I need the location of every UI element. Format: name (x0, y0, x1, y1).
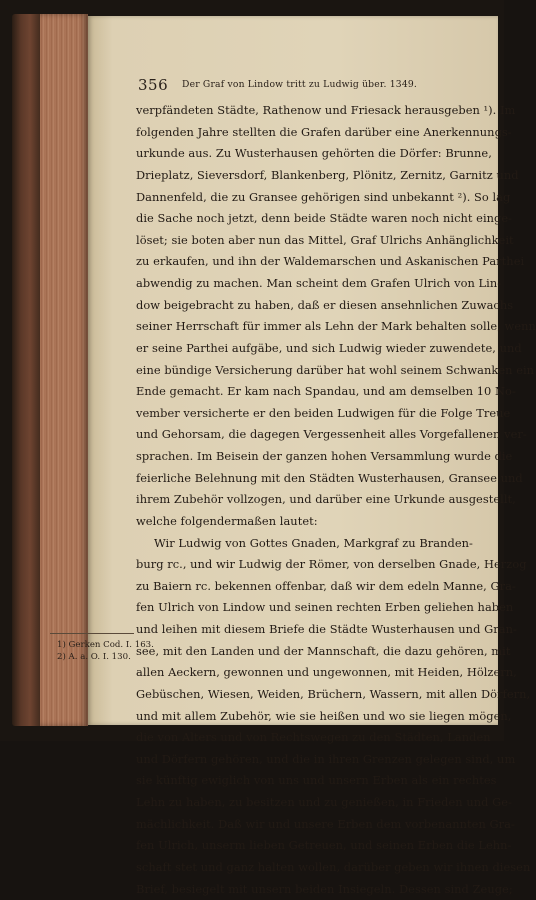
page-number: 356 (138, 76, 168, 94)
text-line: abwendig zu machen. Man scheint dem Grafen Ulrich von Lin- (136, 273, 454, 295)
text-line: und Dörfern gehören, und die in ihren Grenzen gelegen sind, um (136, 749, 454, 771)
footnote: 1) Gerken Cod. I. 163. (57, 640, 257, 652)
text-line: dow beigebracht zu haben, daß er diesen ansehnlichen Zuwachs (136, 295, 454, 317)
text-line: ihrem Zubehör vollzogen, und darüber eine Urkunde ausgestellt, (136, 489, 454, 511)
text-line: allen Aeckern, gewonnen und ungewonnen, mit Heiden, Hölzern, (136, 662, 454, 684)
text-line: Dannenfeld, die zu Gransee gehörigen sind unbekannt ²). So lag (136, 187, 454, 209)
text-line: feierliche Belehnung mit den Städten Wusterhausen, Gransee und (136, 468, 454, 490)
text-line: Wir Ludwig von Gottes Gnaden, Markgraf zu Branden- (136, 533, 454, 555)
footnotes (57, 640, 257, 663)
book-page (88, 16, 498, 725)
text-line: burg rc., und wir Ludwig der Römer, von derselben Gnade, Herzog (136, 554, 454, 576)
text-line: mächlichkeit. Daß wir und unsere Erben dem vorbenannten Gra- (136, 814, 454, 836)
text-line: und Gehorsam, die dagegen Vergessenheit alles Vorgefallenen ver- (136, 424, 454, 446)
page-stack-edge (40, 14, 88, 726)
text-line: fen Ulrich von Lindow und seinen rechten Erben geliehen haben (136, 597, 454, 619)
text-line: welche folgendermaßen lautet: (136, 511, 454, 533)
text-line: eine bündige Versicherung darüber hat wohl seinem Schwanken ein (136, 360, 454, 382)
text-line: sprachen. Im Beisein der ganzen hohen Versammlung wurde die (136, 446, 454, 468)
text-line: vember versicherte er den beiden Ludwigen für die Folge Treue (136, 403, 454, 425)
text-line: die Sache noch jetzt, denn beide Städte waren noch nicht einge- (136, 208, 454, 230)
text-line: fen Ulrich, unserm lieben Getreuen, und seinen Erben die Lehn- (136, 835, 454, 857)
text-line: verpfändeten Städte, Rathenow und Friesack herausgeben ¹). Im (136, 100, 454, 122)
footnote-rule (50, 633, 134, 634)
text-line: see, mit den Landen und der Mannschaft, die dazu gehören, mit (136, 641, 454, 663)
page-header (138, 76, 488, 94)
footnote: 2) A. a. O. I. 130. (57, 652, 257, 664)
text-line: Drieplatz, Sieversdorf, Blankenberg, Plönitz, Zernitz, Garnitz und (136, 165, 454, 187)
book-spine-edge (12, 14, 42, 726)
running-head: Der Graf von Lindow tritt zu Ludwig über. 1349. (182, 79, 417, 91)
text-line: urkunde aus. Zu Wusterhausen gehörten die Dörfer: Brunne, (136, 143, 454, 165)
text-line: zu Baiern rc. bekennen offenbar, daß wir dem edeln Manne, Gra- (136, 576, 454, 598)
text-line: Ende gemacht. Er kam nach Spandau, und am demselben 10 No- (136, 381, 454, 403)
text-line: Lehn zu haben, zu besitzen und zu genießen, in Frieden und Ge- (136, 792, 454, 814)
text-line: Gebüschen, Wiesen, Weiden, Brüchern, Wassern, mit allen Dörfern, (136, 684, 454, 706)
text-line: die von Alters und von Rechtswegen zu den Städten, Landen (136, 727, 454, 749)
text-line: schaft stet und ganz halten wollen, darüber geben wir ihnen diesen (136, 857, 454, 879)
text-line: und mit allem Zubehör, wie sie heißen und wo sie liegen mögen, (136, 706, 454, 728)
text-line: er seine Parthei aufgäbe, und sich Ludwig wieder zuwendete, und (136, 338, 454, 360)
text-line: zu erkaufen, und ihn der Waldemarschen und Askanischen Parthei (136, 251, 454, 273)
text-line: löset; sie boten aber nun das Mittel, Graf Ulrichs Anhänglichkeit (136, 230, 454, 252)
text-line: und leihen mit diesem Briefe die Städte Wusterhausen und Gran- (136, 619, 454, 641)
text-line: seiner Herrschaft für immer als Lehn der Mark behalten solle, wenn (136, 316, 454, 338)
text-line: folgenden Jahre stellten die Grafen darüber eine Anerkennungs- (136, 122, 454, 144)
text-line: sie künftig ewiglich von uns und unsern Erben als ein rechtes (136, 770, 454, 792)
body-text (136, 100, 454, 900)
text-line: Brief, besiegelt mit unsern beiden Insiegeln. Dessen sind Zeuge; (136, 879, 454, 900)
